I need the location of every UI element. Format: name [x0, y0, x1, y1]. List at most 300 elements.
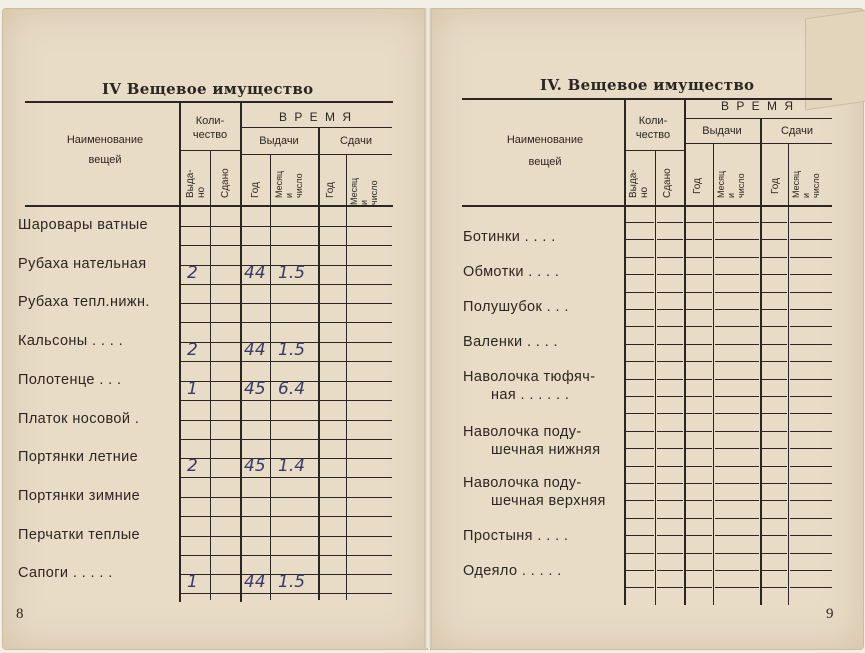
right-row-rule [790, 239, 832, 240]
right-row-rule [657, 413, 683, 414]
right-hrule-sub [684, 143, 832, 144]
left-header-issued-qty [185, 169, 207, 198]
right-row-rule [715, 379, 759, 380]
left-header-month-day [275, 171, 305, 198]
right-row-rule [626, 274, 654, 275]
right-row-rule [762, 413, 787, 414]
left-title-rule [25, 101, 393, 103]
right-row-rule [686, 379, 712, 380]
right-row-rule [686, 257, 712, 258]
right-item-name-line: ная . . . . . . [491, 387, 570, 404]
left-row-rule [271, 303, 318, 304]
right-row-rule [626, 535, 654, 536]
left-row-rule [211, 361, 240, 362]
right-row-rule [790, 309, 832, 310]
right-row-rule [790, 292, 832, 293]
left-issued-qty-l1: Выда- [185, 169, 196, 198]
left-item-date: 1.4 [278, 456, 306, 477]
right-row-rule [657, 344, 683, 345]
left-row-rule [347, 303, 392, 304]
left-row-rule [181, 536, 210, 537]
right-item-name-line: шечная нижняя [491, 442, 601, 459]
right-row-rule [626, 344, 654, 345]
right-row-rule [790, 587, 832, 588]
right-row-rule [657, 309, 683, 310]
right-row-rule [790, 222, 832, 223]
right-row-rule [626, 500, 654, 501]
left-row-rule [320, 361, 346, 362]
left-row-rule [347, 439, 392, 440]
left-row-rule [347, 458, 392, 459]
left-row-rule [211, 516, 240, 517]
right-row-rule [686, 518, 712, 519]
left-issued-qty-l2: но [196, 186, 207, 198]
right-row-rule [715, 483, 759, 484]
left-row-rule [271, 245, 318, 246]
right-item-name [463, 423, 600, 459]
left-row-rule [271, 477, 318, 478]
right-row-rule [715, 257, 759, 258]
right-row-rule [686, 570, 712, 571]
left-row-rule [271, 497, 318, 498]
left-row-rule [211, 226, 240, 227]
left-item-year: 44 [244, 340, 266, 361]
right-row-rule [762, 309, 787, 310]
left-row-rule [347, 361, 392, 362]
left-row-rule [181, 516, 210, 517]
right-row-rule [626, 361, 654, 362]
left-month-day-l3: число [293, 173, 304, 198]
left-header-qty-line1: Коли- [195, 115, 225, 127]
left-row-rule [271, 322, 318, 323]
right-item-name-line: шечная верхняя [491, 493, 606, 510]
right-item-name-line: Обмотки . . . . [463, 264, 560, 280]
left-row-rule [320, 593, 346, 594]
right-row-rule [790, 483, 832, 484]
left-row-rule [181, 555, 210, 556]
right-row-rule [790, 413, 832, 414]
left-header-time: В Р Е М Я [278, 110, 353, 124]
right-row-rule [686, 413, 712, 414]
right-row-rule [686, 309, 712, 310]
right-month-day2-l2: и [800, 192, 811, 198]
right-month-day-l2: и [725, 192, 736, 198]
right-row-rule [762, 361, 787, 362]
right-header-issued-qty [628, 169, 650, 198]
right-hrule-qty [624, 150, 684, 151]
right-row-rule [657, 396, 683, 397]
left-col-divider-time [240, 102, 242, 602]
left-item-date: 6.4 [278, 378, 306, 399]
left-row-rule [320, 574, 346, 575]
right-row-rule [762, 535, 787, 536]
left-row-rule [211, 536, 240, 537]
left-row-rule [211, 497, 240, 498]
left-row-rule [181, 245, 210, 246]
right-row-rule [715, 466, 759, 467]
right-col-divider-year [713, 143, 714, 605]
left-row-rule [347, 497, 392, 498]
left-row-rule [211, 400, 240, 401]
right-row-rule [626, 570, 654, 571]
left-row-rule [271, 400, 318, 401]
right-item-name-line: Простыня . . . . [463, 528, 569, 544]
left-row-rule [320, 265, 346, 266]
right-row-rule [762, 570, 787, 571]
left-month-day-l1: Месяц [274, 170, 284, 198]
left-row-rule [347, 226, 392, 227]
left-item-issued: 1 [187, 572, 198, 593]
left-row-rule [181, 226, 210, 227]
right-item-name [463, 298, 569, 316]
left-item-year: 45 [244, 378, 266, 399]
left-item-name: Портянки зимние [18, 487, 141, 504]
right-row-rule [790, 553, 832, 554]
left-item-issued: 2 [187, 340, 198, 361]
left-row-rule [242, 536, 270, 537]
right-issued-qty-l2: но [639, 186, 650, 198]
right-row-rule [686, 466, 712, 467]
left-row-rule [211, 381, 240, 382]
right-header-year: Год [692, 178, 703, 194]
left-row-rule [242, 516, 270, 517]
right-item-name [463, 527, 568, 545]
left-row-rule [271, 516, 318, 517]
right-row-rule [686, 431, 712, 432]
left-row-rule [347, 420, 392, 421]
left-hrule-time [240, 127, 392, 128]
left-row-rule [242, 361, 270, 362]
right-row-rule [686, 344, 712, 345]
left-item-date: 1.5 [278, 262, 306, 283]
right-row-rule [762, 518, 787, 519]
right-row-rule [657, 518, 683, 519]
left-row-rule [242, 303, 270, 304]
left-item-date: 1.5 [278, 340, 306, 361]
right-row-rule [790, 257, 832, 258]
book-spine [424, 8, 432, 648]
right-row-rule [686, 292, 712, 293]
right-row-rule [715, 309, 759, 310]
left-row-rule [181, 439, 210, 440]
right-row-rule [686, 483, 712, 484]
left-header-name-line2: вещей [88, 154, 122, 167]
left-row-rule [242, 245, 270, 246]
left-row-rule [211, 284, 240, 285]
right-row-rule [762, 344, 787, 345]
left-row-rule [211, 265, 240, 266]
left-row-rule [271, 361, 318, 362]
left-row-rule [242, 226, 270, 227]
right-item-name-line: Полушубок . . . [463, 299, 569, 315]
left-month-day-l2: и [283, 192, 294, 198]
left-item-issued: 2 [187, 262, 198, 283]
right-row-rule [626, 518, 654, 519]
right-row-rule [657, 274, 683, 275]
right-item-name-line: Наволочка поду- [463, 475, 582, 491]
right-row-rule [762, 448, 787, 449]
left-row-rule [347, 536, 392, 537]
left-page-title: IV Вещевое имущество [102, 80, 314, 98]
left-row-rule [242, 420, 270, 421]
left-row-rule [181, 497, 210, 498]
right-row-rule [790, 500, 832, 501]
right-row-rule [626, 396, 654, 397]
left-row-rule [211, 420, 240, 421]
right-row-rule [715, 274, 759, 275]
left-row-rule [320, 420, 346, 421]
left-row-rule [211, 458, 240, 459]
left-row-rule [347, 342, 392, 343]
left-row-rule [320, 516, 346, 517]
right-month-day2-l1: Месяц [791, 170, 801, 198]
right-row-rule [686, 448, 712, 449]
left-month-day2-l1: Месяц [349, 177, 359, 205]
right-header-returned: Сдачи [780, 125, 814, 137]
left-row-rule [320, 303, 346, 304]
right-row-rule [715, 587, 759, 588]
left-row-rule [271, 593, 318, 594]
right-row-rule [790, 431, 832, 432]
right-row-rule [626, 257, 654, 258]
left-col-divider-name [179, 102, 181, 602]
left-row-rule [211, 574, 240, 575]
left-row-rule [271, 226, 318, 227]
left-col-divider-qty [210, 150, 211, 600]
left-row-rule [242, 593, 270, 594]
right-row-rule [657, 326, 683, 327]
right-row-rule [657, 361, 683, 362]
left-row-rule [320, 458, 346, 459]
left-row-rule [347, 381, 392, 382]
right-row-rule [715, 413, 759, 414]
right-row-rule [626, 309, 654, 310]
left-month-day2-l3: число [368, 180, 379, 205]
right-row-rule [626, 431, 654, 432]
left-row-rule [347, 516, 392, 517]
left-row-rule [320, 536, 346, 537]
right-row-rule [657, 379, 683, 380]
right-row-rule [762, 466, 787, 467]
right-row-rule [626, 587, 654, 588]
left-row-rule [211, 342, 240, 343]
right-row-rule [762, 274, 787, 275]
left-row-rule [211, 322, 240, 323]
right-row-rule [657, 431, 683, 432]
left-item-issued: 2 [187, 456, 198, 477]
left-row-rule [181, 477, 210, 478]
left-row-rule [242, 477, 270, 478]
right-header-name-line2: вещей [528, 156, 562, 169]
right-row-rule [762, 500, 787, 501]
left-row-rule [320, 381, 346, 382]
left-header-returned-qty: Сдано [220, 168, 231, 198]
left-row-rule [347, 555, 392, 556]
right-row-rule [686, 239, 712, 240]
left-row-rule [181, 303, 210, 304]
left-row-rule [211, 439, 240, 440]
right-header-returned-qty: Сдано [662, 168, 673, 198]
right-month-day2-l3: число [810, 173, 821, 198]
left-row-rule [181, 284, 210, 285]
right-hrule-header-bottom [462, 205, 832, 207]
right-header-time: В Р Е М Я [720, 99, 795, 113]
right-row-rule [715, 344, 759, 345]
right-row-rule [762, 292, 787, 293]
left-row-rule [181, 361, 210, 362]
right-header-month-day [717, 171, 747, 198]
right-item-name-line: Наволочка поду- [463, 424, 582, 440]
right-item-name [463, 474, 606, 510]
left-header-year: Год [250, 182, 261, 198]
left-row-rule [271, 284, 318, 285]
left-row-rule [320, 477, 346, 478]
right-header-qty-line2: чество [635, 129, 671, 142]
left-row-rule [320, 400, 346, 401]
right-hrule-time [684, 118, 832, 119]
right-item-name [463, 368, 595, 404]
left-row-rule [271, 439, 318, 440]
left-row-rule [347, 400, 392, 401]
right-page-title: IV. Вещевое имущество [540, 76, 755, 94]
right-row-rule [657, 448, 683, 449]
left-row-rule [242, 439, 270, 440]
right-row-rule [762, 396, 787, 397]
left-page-number: 8 [16, 606, 24, 622]
right-item-name [463, 333, 558, 351]
right-item-name [463, 263, 559, 281]
right-row-rule [762, 379, 787, 380]
left-item-year: 44 [244, 262, 266, 283]
right-row-rule [657, 239, 683, 240]
right-row-rule [657, 466, 683, 467]
right-header-qty-line1: Коли- [638, 115, 668, 127]
right-row-rule [686, 361, 712, 362]
left-col-divider-year [270, 154, 271, 600]
right-row-rule [715, 500, 759, 501]
right-row-rule [657, 483, 683, 484]
page-corner [805, 10, 865, 111]
left-header-returned: Сдачи [339, 135, 373, 147]
right-item-name-line: Валенки . . . . [463, 334, 558, 350]
left-item-name: Шаровары ватные [18, 217, 149, 233]
left-row-rule [181, 420, 210, 421]
left-item-name: Рубаха тепл.нижн. [18, 294, 150, 311]
left-row-rule [211, 555, 240, 556]
left-row-rule [347, 284, 392, 285]
right-row-rule [626, 379, 654, 380]
left-row-rule [242, 400, 270, 401]
right-row-rule [790, 396, 832, 397]
left-row-rule [181, 400, 210, 401]
right-row-rule [626, 466, 654, 467]
left-item-issued: 1 [187, 378, 198, 399]
right-header-month-day2 [792, 171, 822, 198]
left-row-rule [242, 322, 270, 323]
right-col-divider-qty [655, 150, 656, 605]
right-row-rule [686, 587, 712, 588]
right-page-number: 9 [826, 606, 834, 622]
right-header-qty [624, 114, 682, 143]
right-row-rule [686, 535, 712, 536]
left-row-rule [211, 593, 240, 594]
left-row-rule [181, 593, 210, 594]
left-item-year: 44 [244, 572, 266, 593]
right-row-rule [626, 483, 654, 484]
left-row-rule [181, 322, 210, 323]
left-item-name: Кальсоны . . . . [18, 333, 124, 350]
right-row-rule [626, 413, 654, 414]
left-row-rule [242, 497, 270, 498]
left-item-year: 45 [244, 456, 266, 477]
right-issued-qty-l1: Выда- [628, 169, 639, 198]
right-row-rule [715, 361, 759, 362]
right-row-rule [762, 431, 787, 432]
left-row-rule [320, 226, 346, 227]
right-month-day-l1: Месяц [716, 170, 726, 198]
left-item-date: 1.5 [278, 572, 306, 593]
left-header-year2: Год [325, 182, 336, 198]
left-row-rule [271, 555, 318, 556]
right-row-rule [790, 344, 832, 345]
right-col-divider-time [684, 99, 686, 605]
left-item-name: Сапоги . . . . . [18, 565, 113, 582]
right-row-rule [626, 239, 654, 240]
left-col-divider-year2 [346, 154, 347, 600]
right-row-rule [626, 326, 654, 327]
right-row-rule [790, 535, 832, 536]
left-row-rule [320, 555, 346, 556]
right-row-rule [790, 466, 832, 467]
right-header-name [470, 133, 620, 170]
left-item-name: Платок носовой . [18, 410, 140, 427]
right-row-rule [686, 553, 712, 554]
right-row-rule [715, 239, 759, 240]
right-row-rule [715, 292, 759, 293]
right-row-rule [762, 222, 787, 223]
right-row-rule [790, 274, 832, 275]
right-row-rule [657, 535, 683, 536]
right-row-rule [790, 570, 832, 571]
right-row-rule [686, 222, 712, 223]
left-item-name: Перчатки теплые [18, 526, 140, 543]
right-item-name [463, 228, 556, 246]
left-row-rule [320, 322, 346, 323]
right-row-rule [657, 570, 683, 571]
left-row-rule [211, 303, 240, 304]
right-row-rule [715, 448, 759, 449]
left-row-rule [320, 245, 346, 246]
right-row-rule [790, 379, 832, 380]
left-header-month-day2 [350, 178, 380, 205]
right-row-rule [762, 553, 787, 554]
right-item-name-line: Ботинки . . . . [463, 229, 556, 245]
right-row-rule [790, 448, 832, 449]
left-header-name-line1: Наименование [66, 134, 144, 146]
right-row-rule [626, 448, 654, 449]
right-row-rule [715, 222, 759, 223]
right-header-year2: Год [770, 178, 781, 194]
right-row-rule [715, 431, 759, 432]
right-header-issued: Выдачи [702, 125, 742, 137]
right-row-rule [762, 239, 787, 240]
right-row-rule [762, 326, 787, 327]
left-row-rule [271, 420, 318, 421]
left-hrule-sub [240, 154, 392, 155]
right-item-name-line: Одеяло . . . . . [463, 563, 562, 579]
right-row-rule [715, 570, 759, 571]
right-row-rule [626, 292, 654, 293]
